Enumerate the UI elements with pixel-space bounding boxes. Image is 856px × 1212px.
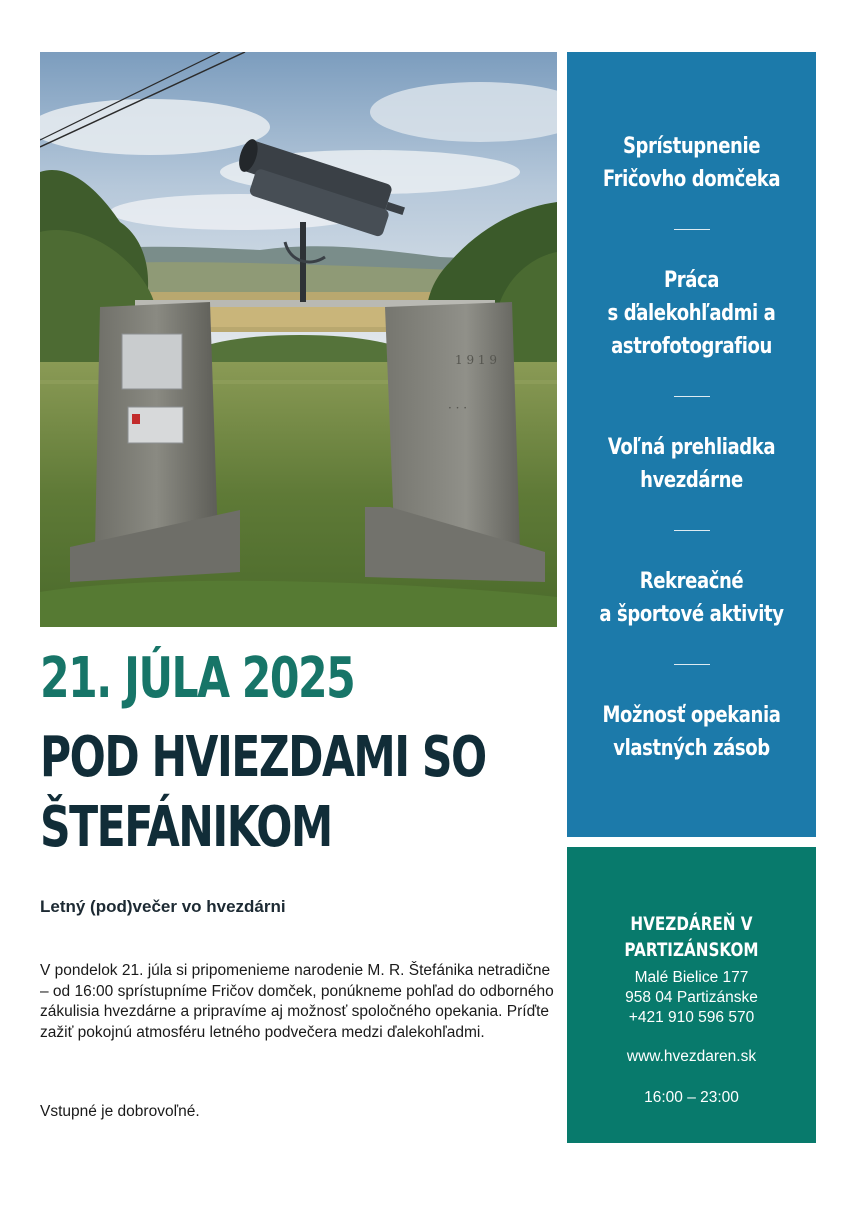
program-item: Sprístupnenie Fričovho domčeka — [602, 134, 781, 192]
address-line: Malé Bielice 177 — [634, 969, 749, 986]
program-panel — [567, 52, 816, 837]
website-link[interactable]: www.hvezdaren.sk — [626, 1048, 757, 1065]
event-subtitle: Letný (pod)večer vo hvezdárni — [40, 897, 286, 916]
address-line: 958 04 Partizánske — [625, 989, 758, 1006]
event-title-line: ŠTEFÁNIKOM — [40, 795, 332, 860]
svg-text:1 9 1 9: 1 9 1 9 — [455, 353, 497, 367]
program-item: Voľná prehliadka hvezdárne — [607, 435, 776, 493]
program-divider — [674, 664, 710, 665]
opening-hours: 16:00 – 23:00 — [644, 1089, 739, 1106]
program-divider — [674, 229, 710, 230]
organizer-address — [567, 968, 816, 1028]
event-title-line: POD HVIEZDAMI SO — [40, 725, 486, 790]
event-description: V pondelok 21. júla si pripomenieme narodenie M. R. Štefánika netradične – od 16:00 sprístupníme Fričov domček, ponúkneme pohľad do odborného zákulisia hvezdárne a pripravíme aj možnosť spoločného opekania. Príďte zažiť pokojnú atmosféru letného podvečera medzi ďalekohľadmi. — [40, 962, 554, 1041]
program-item: Rekreačné a športové aktivity — [599, 569, 784, 627]
event-date: 21. JÚLA 2025 — [40, 646, 355, 711]
event-title — [40, 723, 486, 863]
organizer-panel — [567, 847, 816, 1143]
program-divider — [674, 530, 710, 531]
program-divider — [674, 396, 710, 397]
program-item: Možnosť opekania vlastných zásob — [602, 703, 781, 761]
program-item: Práca s ďalekohľadmi a astrofotografiou — [607, 268, 776, 359]
svg-text:· · ·: · · · — [448, 401, 468, 415]
entry-note: Vstupné je dobrovoľné. — [40, 1103, 200, 1120]
telescope-monument-illustration — [40, 52, 557, 627]
event-photo — [40, 52, 557, 627]
organizer-name: HVEZDÁREŇ V PARTIZÁNSKOM — [624, 913, 759, 961]
phone-number: +421 910 596 570 — [628, 1009, 755, 1026]
program-list — [567, 130, 816, 765]
